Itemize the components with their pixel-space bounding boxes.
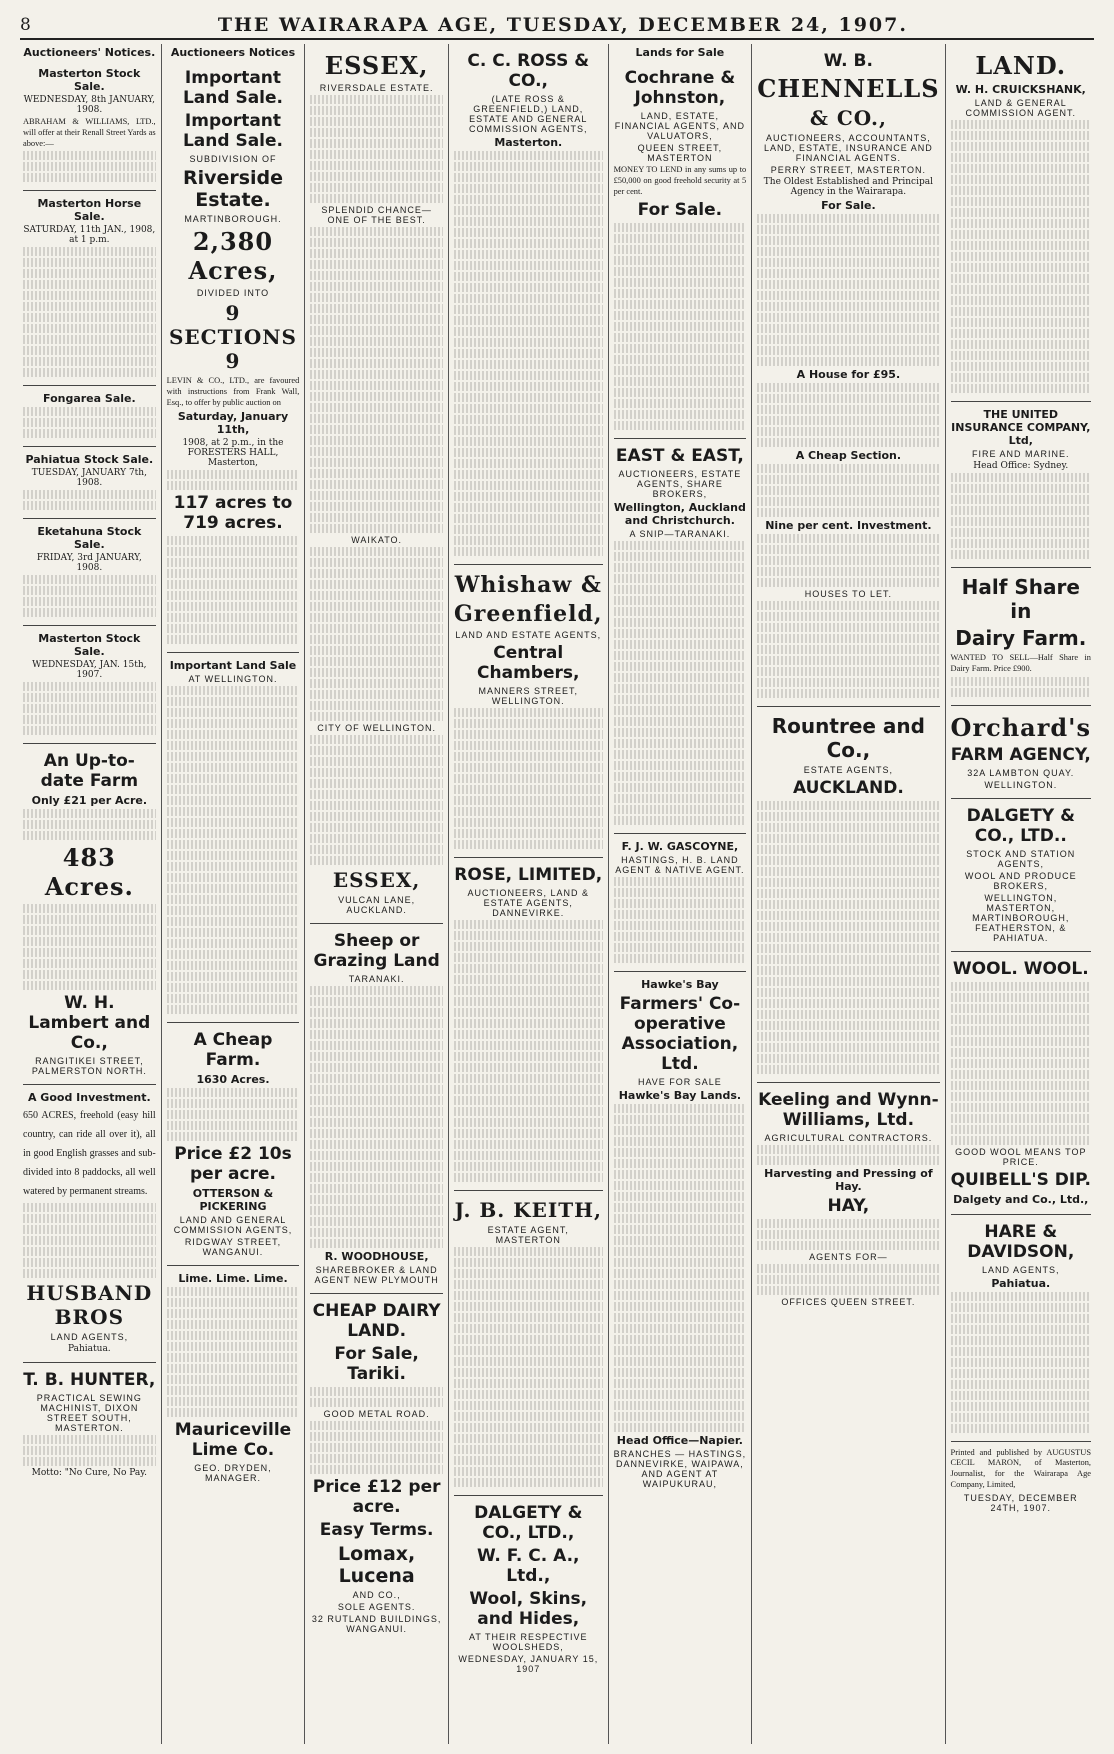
ad-sheep-grazing	[310, 924, 443, 1294]
agent-address: 32 RUTLAND BUILDINGS, WANGANUI.	[311, 1614, 442, 1634]
ad-riverside-estate	[167, 61, 300, 653]
imprint-text: Printed and published by AUGUSTUS CECIL MARON, of Masterton, Journalist, for the Wairarapa Age Company, Limited,	[950, 1447, 1091, 1489]
ad-chennells	[757, 44, 939, 707]
agent-office: Central Chambers,	[477, 643, 580, 683]
ad-price: Price £12 per acre.	[312, 1477, 441, 1517]
ad-heading: Nine per cent. Investment.	[765, 519, 932, 532]
ad-ross	[454, 44, 603, 565]
ad-terms: Easy Terms.	[319, 1520, 434, 1540]
ad-fongarea	[23, 386, 156, 447]
agent-name: Greenfield,	[453, 601, 603, 627]
ad-essex-riversdale	[310, 44, 443, 924]
ad-text: GOOD METAL ROAD.	[323, 1409, 430, 1419]
agent-address: 32A LAMBTON QUAY.	[967, 767, 1075, 778]
agent-title: LAND AGENTS,	[50, 1332, 129, 1343]
ad-date: TUESDAY, JANUARY 7th, 1908.	[31, 468, 147, 489]
agent-title: LAND, ESTATE, FINANCIAL AGENTS, AND VALUATORS,	[614, 111, 745, 141]
agent-title: AUCTIONEERS, ACCOUNTANTS, LAND, ESTATE, INSURANCE AND FINANCIAL AGENTS.	[764, 133, 933, 163]
ad-subheading: CITY OF WELLINGTON.	[317, 723, 436, 733]
ad-heading: Masterton Stock Sale.	[38, 67, 141, 93]
agent-title: ESTATE AGENTS,	[803, 765, 893, 775]
ad-text: LEVIN & CO., LTD., are favoured with instructions from Frank Wall, Esq., to offer by public auction on	[166, 376, 300, 407]
agent-place: AUCKLAND.	[792, 778, 904, 798]
ad-wool	[951, 952, 1091, 1215]
ad-text: DIVIDED INTO	[196, 288, 270, 298]
agent-place: Wellington, Auckland and Christchurch.	[613, 501, 746, 528]
agent-title: SHAREBROKER & LAND AGENT NEW PLYMOUTH	[314, 1265, 439, 1285]
ad-heading: Hawke's Bay	[641, 978, 719, 992]
masthead	[20, 12, 1094, 40]
company-name: THE UNITED INSURANCE COMPANY, Ltd,	[951, 408, 1091, 447]
agent-name: HARE & DAVIDSON,	[967, 1221, 1075, 1262]
ad-heading: Half Share in	[961, 575, 1080, 623]
ad-date: WEDNESDAY, 8th JANUARY, 1908.	[23, 95, 156, 115]
ad-heading: Masterton Stock Sale.	[38, 632, 141, 659]
agent-place: Pahiatua.	[67, 1344, 111, 1355]
ad-acres: 483 Acres.	[44, 843, 134, 902]
ad-cochrane	[614, 61, 747, 439]
ad-heading: Important Land Sale	[169, 659, 297, 673]
column-6	[752, 44, 945, 1744]
company-name: Mauriceville Lime Co.	[174, 1420, 292, 1461]
ad-subheading: AGENTS FOR—	[809, 1252, 888, 1262]
ad-subheading: For Sale, Tariki.	[334, 1344, 419, 1384]
company-title: STOCK AND STATION AGENTS,	[966, 848, 1076, 869]
ad-hare-davidson	[951, 1215, 1091, 1442]
ad-subheading: WAIKATO.	[351, 535, 403, 545]
ad-up-to-date-farm	[23, 744, 156, 1085]
ad-heading: A Good Investment.	[27, 1091, 151, 1105]
section-heading: Lands for Sale	[635, 46, 725, 59]
agent-name: ESSEX,	[332, 868, 421, 892]
agent-name: F. J. W. GASCOYNE,	[621, 840, 739, 854]
ad-gascoyne	[614, 834, 747, 972]
ad-rountree	[757, 707, 939, 1083]
ad-heading: Fongarea Sale.	[43, 392, 136, 406]
ad-heading: Eketahuna Stock Sale.	[37, 525, 142, 552]
agent-place: Masterton.	[494, 136, 563, 149]
ad-wellington-land-sale	[167, 653, 300, 1023]
ad-place: TARANAKI.	[348, 974, 405, 984]
agent-address: MANNERS STREET, WELLINGTON.	[478, 686, 579, 706]
ad-dalgety-wool	[454, 1496, 603, 1682]
ad-whishaw	[454, 565, 603, 858]
agent-title: AUCTIONEERS, ESTATE AGENTS, SHARE BROKERS,	[618, 469, 742, 500]
agent-name: W. H. CRUICKSHANK,	[955, 83, 1086, 96]
ad-masterton-stock-sale-2	[23, 626, 156, 744]
agent-address: OFFICES QUEEN STREET.	[781, 1297, 916, 1307]
company-name: Farmers' Co-operative Association, Ltd.	[619, 994, 741, 1075]
ad-slogan: GOOD WOOL MEANS TOP PRICE.	[955, 1146, 1087, 1167]
agent-title: AUCTIONEERS, LAND & ESTATE AGENTS, DANNEVIRKE.	[467, 888, 590, 918]
agent-name: ROSE, LIMITED,	[454, 865, 603, 885]
ad-heading: Important Land Sale.	[182, 111, 283, 151]
agent-address: VULCAN LANE, AUCKLAND.	[338, 895, 416, 915]
section-heading: Auctioneers' Notices.	[23, 46, 156, 59]
ad-subheading: HOUSES TO LET.	[804, 589, 892, 599]
ad-acres: 2,380 Acres,	[188, 227, 278, 285]
agent-name-suffix: AND CO.,	[352, 1590, 401, 1600]
ad-eketahuna	[23, 519, 156, 626]
ad-heading: Dairy Farm.	[955, 626, 1087, 650]
ad-heading: Sheep or Grazing Land	[313, 931, 440, 971]
ad-heading: A House for £95.	[796, 368, 901, 381]
column-7	[946, 44, 1096, 1744]
agent-title: SOLE AGENTS.	[337, 1602, 416, 1612]
ad-acres: 1630 Acres.	[196, 1073, 270, 1087]
agent-name: W. F. C. A., Ltd.,	[477, 1546, 580, 1586]
ad-hunter	[23, 1363, 156, 1486]
ad-heading: Important Land Sale.	[182, 68, 283, 108]
imprint	[951, 1442, 1091, 1521]
column-1	[18, 44, 162, 1744]
ad-united-insurance	[951, 402, 1091, 568]
ad-dalgety	[951, 799, 1091, 952]
ad-text: 650 ACRES, freehold (easy hill country, can ride all over it), all in good English grasses and sub-divided into 8 paddocks, all well watered by permanent streams.	[23, 1110, 156, 1198]
ad-date: WEDNESDAY, JANUARY 15, 1907	[458, 1654, 599, 1674]
company-name: DALGETY & CO., LTD..	[966, 805, 1075, 846]
ad-heading: Harvesting and Pressing of Hay.	[764, 1167, 933, 1193]
motto: Motto: "No Cure, No Pay.	[31, 1468, 148, 1479]
agent-name: ESSEX,	[324, 51, 429, 80]
ad-keeling	[757, 1083, 939, 1315]
ad-cruickshank	[951, 44, 1091, 402]
ad-heading: A Cheap Farm.	[193, 1030, 273, 1071]
ad-date: Saturday, January 11th,	[177, 410, 289, 437]
ad-text: ABRAHAM & WILLIAMS, LTD., will offer at their Renall Street Yards as above:—	[23, 117, 156, 148]
agent-name: Lomax, Lucena	[338, 1543, 416, 1587]
ad-heading: For Sale.	[821, 199, 876, 212]
ad-place: AT WELLINGTON.	[188, 674, 278, 685]
ad-subheading: A SNIP—TARANAKI.	[629, 529, 731, 540]
ad-heading: WOOL. WOOL.	[952, 958, 1089, 979]
agent-name: Rountree and Co.,	[771, 714, 925, 762]
estate-name: Riverside Estate.	[182, 167, 284, 211]
column-2	[162, 44, 306, 1744]
agent-name: Cochrane & Johnston,	[624, 68, 736, 108]
ad-cheap-farm	[167, 1023, 300, 1266]
ad-heading: Lime. Lime. Lime.	[178, 1272, 288, 1286]
ad-subheading: SPLENDID CHANCE—ONE OF THE BEST.	[321, 205, 432, 225]
ad-east	[614, 439, 747, 834]
imprint-date: TUESDAY, DECEMBER 24TH, 1907.	[963, 1492, 1078, 1513]
ad-text: WANTED TO SELL—Half Share in Dairy Farm. Price £900.	[950, 653, 1091, 673]
company-name: Keeling and Wynn-Williams, Ltd.	[758, 1090, 939, 1130]
head-office: Head Office—Napier.	[616, 1434, 743, 1448]
agent-name: W. H. Lambert and Co.,	[28, 993, 151, 1054]
agent-place: WELLINGTON.	[984, 779, 1058, 790]
ad-cheap-dairy	[310, 1294, 443, 1642]
ad-text: AT THEIR RESPECTIVE WOOLSHEDS,	[469, 1632, 588, 1652]
ad-venue: 1908, at 2 p.m., in the FORESTERS HALL, Masterton,	[182, 438, 284, 469]
ad-heading: HAY,	[827, 1196, 870, 1216]
agent-name: HUSBAND BROS	[26, 1281, 153, 1330]
estate-name: RIVERSDALE ESTATE.	[319, 83, 434, 93]
agent-tagline: The Oldest Established and Principal Agency in the Wairarapa.	[763, 177, 933, 197]
agent-title: HASTINGS, H. B. LAND AGENT & NATIVE AGENT.	[615, 855, 745, 876]
agent-name: R. WOODHOUSE,	[324, 1250, 429, 1263]
agent-title: LAND & GENERAL COMMISSION AGENT.	[965, 98, 1077, 118]
agent-title: FARM AGENCY,	[950, 744, 1091, 765]
ad-horse-sale	[23, 191, 156, 386]
ad-heading: CHEAP DAIRY LAND.	[312, 1301, 441, 1341]
ad-heading: LAND.	[975, 51, 1067, 80]
agent-name: DALGETY & CO., LTD.,	[474, 1503, 583, 1543]
agent-address: RIDGWAY STREET, WANGANUI.	[184, 1237, 282, 1258]
ad-good-investment	[23, 1085, 156, 1363]
agent-address: QUEEN STREET, MASTERTON	[637, 143, 723, 163]
agent-title: LAND AND GENERAL COMMISSION AGENTS,	[173, 1215, 293, 1236]
product-name: QUIBELL'S DIP.	[950, 1169, 1091, 1190]
newspaper-title: THE WAIRARAPA AGE, TUESDAY, DECEMBER 24, 1907.	[217, 14, 908, 36]
ad-masterton-stock-sale	[23, 61, 156, 191]
ad-heading: An Up-to-date Farm	[40, 751, 139, 792]
agent-address: PERRY STREET, MASTERTON.	[770, 165, 927, 175]
ad-range: 117 acres to 719 acres.	[173, 493, 293, 534]
estate-place: MARTINBOROUGH.	[184, 214, 282, 224]
agent-name: CHENNELLS	[757, 74, 940, 103]
ad-text: MONEY TO LEND in any sums up to £50,000 on good freehold security at 5 per cent.	[613, 165, 747, 196]
agent-title: LAND AGENTS,	[982, 1264, 1060, 1275]
ad-lime	[167, 1266, 300, 1491]
ad-subheading: SUBDIVISION OF	[189, 154, 277, 164]
column-3	[305, 44, 449, 1744]
agent-title: ESTATE AGENT, MASTERTON	[487, 1225, 569, 1245]
ad-hawkes-bay-farmers	[614, 972, 747, 1497]
agent-name: T. B. HUNTER,	[23, 1370, 156, 1391]
column-5	[609, 44, 753, 1744]
ad-sections: 9 SECTIONS 9	[168, 301, 297, 373]
agent-address: RANGITIKEI STREET, PALMERSTON NORTH.	[31, 1056, 147, 1077]
agent-address: PRACTICAL SEWING MACHINIST, DIXON STREET SOUTH, MASTERTON.	[36, 1393, 142, 1434]
ad-price: Price £2 10s per acre.	[174, 1144, 292, 1185]
ad-pahiatua	[23, 447, 156, 519]
page-number: 8	[20, 15, 32, 35]
ad-date: WEDNESDAY, JAN. 15th, 1907.	[32, 660, 147, 681]
ad-rose	[454, 858, 603, 1191]
company-title: WOOL AND PRODUCE BROKERS,	[964, 870, 1077, 891]
ad-heading: Pahiatua Stock Sale.	[25, 453, 154, 467]
ad-heading: Masterton Horse Sale.	[37, 197, 142, 224]
company-name: Dalgety and Co., Ltd.,	[953, 1192, 1089, 1206]
company-title: FIRE AND MARINE.	[972, 449, 1070, 459]
ad-orchard	[951, 706, 1091, 799]
company-title: AGRICULTURAL CONTRACTORS.	[764, 1133, 933, 1143]
agent-title: (LATE ROSS & GREENFIELD,) LAND, ESTATE AND GENERAL COMMISSION AGENTS,	[469, 94, 588, 134]
ad-heading: Wool, Skins, and Hides,	[469, 1589, 588, 1629]
ad-subheading: Only £21 per Acre.	[31, 794, 148, 808]
section-heading: Auctioneers Notices	[170, 46, 296, 59]
ad-keith	[454, 1191, 603, 1496]
column-4	[449, 44, 609, 1744]
agent-name-suffix: & CO.,	[809, 106, 887, 130]
ad-heading: Hawke's Bay Lands.	[618, 1089, 742, 1103]
ad-subheading: HAVE FOR SALE	[637, 1077, 722, 1088]
ad-date: FRIDAY, 3rd JANUARY, 1908.	[36, 553, 142, 574]
branches: BRANCHES — HASTINGS, DANNEVIRKE, WAIPAWA, AND AGENT AT WAIPUKURAU,	[613, 1449, 747, 1490]
agent-initials: W. B.	[823, 51, 873, 71]
company-head-office: Head Office: Sydney.	[973, 461, 1069, 471]
company-manager: GEO. DRYDEN, MANAGER.	[194, 1463, 272, 1484]
agent-place: Pahiatua.	[991, 1276, 1051, 1290]
agent-name: EAST & EAST,	[615, 446, 744, 467]
agent-title: LAND AND ESTATE AGENTS,	[455, 630, 602, 640]
company-branches: WELLINGTON, MASTERTON, MARTINBOROUGH, FEATHERSTON, & PAHIATUA.	[972, 892, 1070, 943]
agent-name: J. B. KEITH,	[454, 1198, 602, 1222]
ad-date: SATURDAY, 11th JAN., 1908, at 1 p.m.	[23, 225, 156, 246]
agent-name: C. C. ROSS & CO.,	[467, 51, 590, 91]
agent-name: Whishaw &	[454, 572, 602, 598]
ad-half-share	[951, 568, 1091, 706]
ad-heading: A Cheap Section.	[795, 449, 902, 462]
ad-heading: For Sale.	[637, 200, 723, 221]
agent-name: OTTERSON & PICKERING	[192, 1187, 274, 1214]
agent-name: Orchard's	[950, 712, 1091, 742]
